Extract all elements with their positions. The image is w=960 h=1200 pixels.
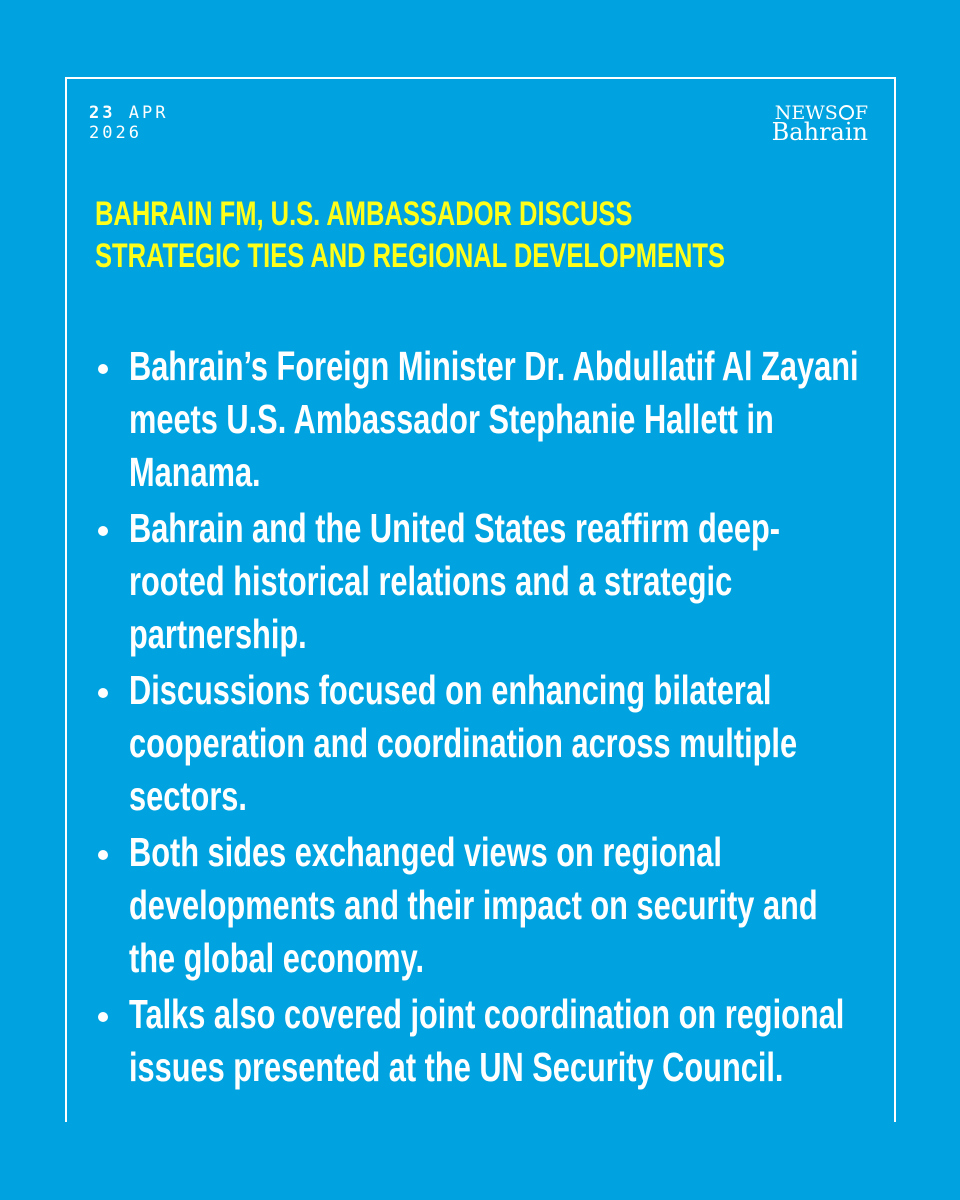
logo-f-text: F <box>854 102 868 124</box>
bullet-text: Talks also covered joint coordination on regional issues presented at the UN Security Council. <box>129 991 845 1090</box>
bullet-text: Bahrain and the United States reaffirm deep-rooted historical relations and a strategic partnership. <box>129 505 781 657</box>
bullet-item <box>98 988 878 1094</box>
frame-left-border <box>65 77 67 1122</box>
date-year: 2026 <box>89 123 142 143</box>
headline-line-2: STRATEGIC TIES AND REGIONAL DEVELOPMENTS <box>95 237 725 275</box>
bullet-item <box>98 664 878 823</box>
date-stamp <box>89 103 168 143</box>
headline <box>95 193 875 277</box>
date-month: APR <box>128 103 169 123</box>
bullet-dot-icon <box>98 688 108 698</box>
logo-news-text: NEWS <box>774 102 838 124</box>
frame-right-border <box>894 77 896 1122</box>
bullet-item <box>98 340 878 499</box>
date-day: 23 <box>89 103 116 123</box>
bullet-item <box>98 502 878 661</box>
bullet-dot-icon <box>98 526 108 536</box>
bullet-text: Bahrain’s Foreign Minister Dr. Abdullatif Al Zayani meets U.S. Ambassador Stephanie Hallett in Manama. <box>129 343 859 495</box>
bullet-text: Both sides exchanged views on regional developments and their impact on security and the global economy. <box>129 829 818 981</box>
bullet-dot-icon <box>98 850 108 860</box>
bullet-dot-icon <box>98 364 108 374</box>
bullet-dot-icon <box>98 1012 108 1022</box>
bullet-list <box>98 340 878 1097</box>
bullet-text: Discussions focused on enhancing bilateral cooperation and coordination across multiple sectors. <box>129 667 798 819</box>
news-of-bahrain-logo <box>772 104 868 144</box>
date-day-month <box>89 103 168 123</box>
logo-bahrain-text: Bahrain <box>771 118 868 146</box>
headline-line-1: BAHRAIN FM, U.S. AMBASSADOR DISCUSS <box>95 195 633 233</box>
bullet-item <box>98 826 878 985</box>
frame-top-border <box>65 77 895 79</box>
